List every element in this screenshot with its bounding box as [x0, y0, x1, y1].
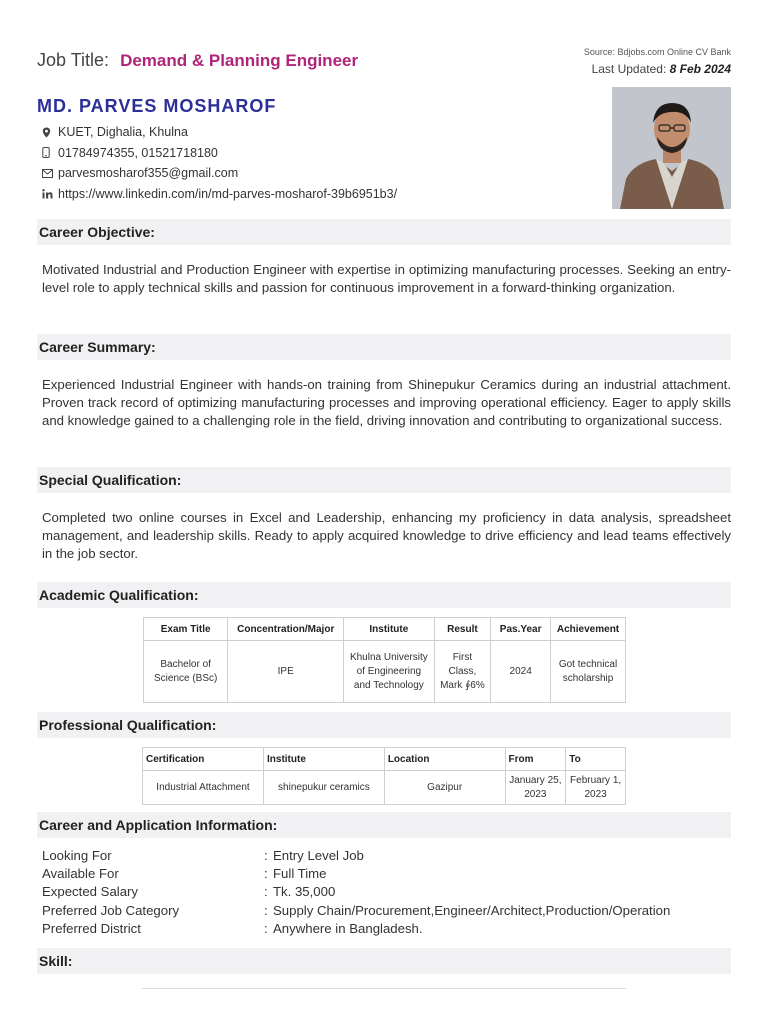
- academic-col-achievement: Achievement: [551, 618, 626, 641]
- academic-cell-result: First Class, Mark ∮6%: [434, 641, 491, 703]
- phone-icon: [42, 147, 57, 158]
- academic-cell-institute: Khulna University of Engineering and Technology: [344, 641, 434, 703]
- professional-cell-from: January 25, 2023: [505, 771, 566, 805]
- career-info-list: [42, 847, 670, 938]
- phone-text: 01784974355, 01521718180: [58, 145, 218, 160]
- career-info-heading: [37, 812, 731, 838]
- professional-cell-to: February 1, 2023: [566, 771, 626, 805]
- academic-cell-pass-year: 2024: [491, 641, 551, 703]
- special-qualification-title: Special Qualification:: [39, 472, 182, 488]
- professional-cell-institute: shinepukur ceramics: [264, 771, 385, 805]
- list-item: [42, 902, 670, 920]
- last-updated-label: Last Updated:: [591, 62, 667, 76]
- professional-qualification-title: Professional Qualification:: [39, 717, 217, 733]
- skill-table-divider: [142, 988, 626, 989]
- contact-list: [42, 122, 397, 204]
- location-pin-icon: [42, 127, 57, 138]
- professional-header-row: [143, 748, 626, 771]
- professional-col-to: To: [566, 748, 626, 771]
- career-info-label: Preferred Job Category: [42, 902, 180, 918]
- academic-col-pass-year: Pas.Year: [491, 618, 551, 641]
- career-summary-heading: [37, 334, 731, 360]
- career-info-separator: :: [264, 920, 268, 936]
- career-info-label: Available For: [42, 866, 119, 882]
- list-item: [42, 865, 670, 883]
- list-item: [42, 920, 670, 938]
- linkedin-link[interactable]: https://www.linkedin.com/in/md-parves-mosharof-39b6951b3/: [58, 186, 398, 201]
- table-row: [143, 771, 626, 805]
- academic-col-institute: Institute: [344, 618, 434, 641]
- academic-table: [143, 617, 626, 703]
- career-info-value: Anywhere in Bangladesh.: [273, 920, 423, 936]
- contact-linkedin: [42, 184, 397, 205]
- source-note: Source: Bdjobs.com Online CV Bank: [583, 47, 731, 57]
- job-title-value: Demand & Planning Engineer: [120, 51, 359, 70]
- career-info-label: Preferred District: [42, 920, 141, 936]
- academic-cell-concentration: IPE: [228, 641, 344, 703]
- address-text: KUET, Dighalia, Khulna: [58, 125, 188, 140]
- career-info-separator: :: [264, 866, 268, 882]
- special-qualification-text: Completed two online courses in Excel and Leadership, enhancing my proficiency in data analysis, spreadsheet management, and leadership skills. Ready to apply acquired knowledge to drive efficiency and lead teams effectively in the job sector.: [42, 510, 731, 562]
- career-summary-text: Experienced Industrial Engineer with hands-on training from Shinepukur Ceramics during an industrial attachment. Proven track record of optimizing manufacturing processes and improving operational efficiency. Eager to apply skills and knowledge gained to a challenging role in the field, driving innovation and contributing to organizational success.: [42, 377, 731, 429]
- linkedin-icon: [42, 189, 57, 199]
- career-info-value: Tk. 35,000: [273, 884, 336, 900]
- career-info-value: Full Time: [273, 866, 327, 882]
- job-title: [37, 50, 358, 71]
- career-objective-title: Career Objective:: [39, 224, 155, 240]
- professional-col-certification: Certification: [143, 748, 264, 771]
- career-objective-text: Motivated Industrial and Production Engineer with expertise in optimizing manufacturing processes. Seeking an entry-level role to apply technical skills and passion for continuous improvement in a forward-thinking organization.: [42, 262, 731, 296]
- contact-email: [42, 163, 397, 184]
- career-info-separator: :: [264, 884, 268, 900]
- list-item: [42, 883, 670, 901]
- contact-phone: [42, 143, 397, 164]
- last-updated-date: 8 Feb 2024: [669, 62, 731, 76]
- academic-qualification-heading: [37, 582, 731, 608]
- list-item: [42, 847, 670, 865]
- academic-cell-achievement: Got technical scholarship: [551, 641, 626, 703]
- academic-qualification-title: Academic Qualification:: [39, 587, 199, 603]
- academic-cell-exam-title: Bachelor of Science (BSc): [144, 641, 228, 703]
- career-info-value: Entry Level Job: [273, 848, 364, 863]
- career-info-separator: :: [264, 902, 268, 918]
- last-updated: [592, 62, 731, 76]
- professional-table: [142, 747, 626, 805]
- career-info-value: Supply Chain/Procurement,Engineer/Architect,Production/Operation: [273, 902, 671, 918]
- email-link[interactable]: parvesmosharof355@gmail.com: [58, 166, 239, 181]
- academic-header-row: [144, 618, 626, 641]
- professional-qualification-heading: [37, 712, 731, 738]
- candidate-name: MD. PARVES MOSHAROF: [37, 96, 277, 116]
- professional-col-location: Location: [384, 748, 505, 771]
- career-info-separator: :: [264, 848, 268, 863]
- contact-address: [42, 122, 397, 143]
- academic-col-concentration: Concentration/Major: [228, 618, 344, 641]
- profile-photo: [612, 87, 731, 209]
- skill-heading: [37, 948, 731, 974]
- table-row: [144, 641, 626, 703]
- academic-col-exam-title: Exam Title: [144, 618, 228, 641]
- professional-cell-location: Gazipur: [384, 771, 505, 805]
- career-info-title: Career and Application Information:: [39, 817, 278, 833]
- special-qualification-heading: [37, 467, 731, 493]
- career-info-label: Expected Salary: [42, 884, 139, 900]
- skill-title: Skill:: [39, 953, 73, 969]
- job-title-label: Job Title:: [37, 50, 110, 70]
- email-icon: [42, 169, 57, 178]
- academic-col-result: Result: [434, 618, 491, 641]
- career-info-label: Looking For: [42, 848, 112, 863]
- professional-cell-certification: Industrial Attachment: [143, 771, 264, 805]
- professional-col-institute: Institute: [264, 748, 385, 771]
- career-summary-title: Career Summary:: [39, 339, 156, 355]
- professional-col-from: From: [505, 748, 566, 771]
- career-objective-heading: [37, 219, 731, 245]
